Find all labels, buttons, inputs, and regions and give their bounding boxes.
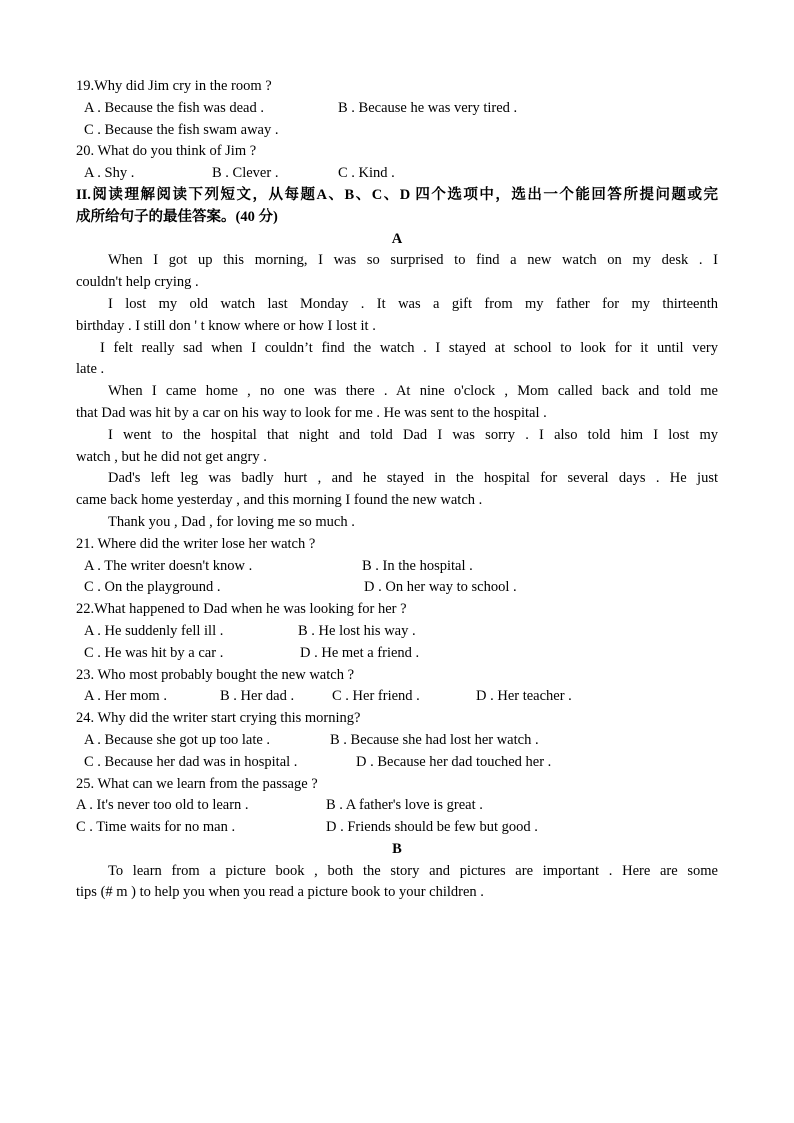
option-b: B . He lost his way . — [298, 622, 416, 639]
passage-line: that Dad was hit by a car on his way to look for me . He was sent to the hospital . — [76, 404, 547, 421]
option-a: A . It's never too old to learn . — [76, 797, 249, 814]
option-a: A . He suddenly fell ill . — [84, 622, 224, 639]
question-24 — [76, 708, 718, 730]
option-b: B . Because she had lost her watch . — [330, 731, 539, 748]
options-row — [76, 643, 718, 665]
section-heading: II.阅读理解阅读下列短文，从每题A、B、C、D 四个选项中，选出一个能回答所提问题或完 — [76, 186, 718, 203]
question-22 — [76, 599, 718, 621]
question-20 — [76, 141, 718, 163]
passage-line: I felt really sad when I couldn’t find the watch . I stayed at school to look for it until very — [100, 339, 718, 356]
option-b: B . Her dad . — [220, 688, 295, 705]
option-a: A . Shy . — [84, 165, 135, 182]
option-a: A . Because she got up too late . — [84, 731, 271, 748]
option-d: D . Because her dad touched her . — [356, 753, 552, 770]
options-row — [76, 686, 718, 708]
question-19 — [76, 76, 718, 98]
passage-line: tips (# m ) to help you when you read a picture book to your children . — [76, 884, 484, 901]
options-row — [76, 621, 718, 643]
question-text: 22.What happened to Dad when he was looking for her ? — [76, 601, 407, 618]
passage-line: birthday . I still don ' t know where or how I lost it . — [76, 317, 376, 334]
question-23 — [76, 665, 718, 687]
options-row — [76, 577, 718, 599]
option-a: A . Because the fish was dead . — [84, 99, 264, 116]
question-text: 25. What can we learn from the passage ? — [76, 775, 318, 792]
option-c: C . Her friend . — [332, 688, 420, 705]
passage-line: When I came home , no one was there . At nine o'clock , Mom called back and told me — [108, 383, 718, 400]
option-b: B . Because he was very tired . — [338, 99, 518, 116]
options-row — [76, 556, 718, 578]
passage-a-label: A — [391, 230, 403, 247]
passage-b-label: B — [392, 840, 402, 857]
passage-line: Thank you , Dad , for loving me so much . — [108, 513, 355, 530]
question-text: 24. Why did the writer start crying this morning? — [76, 710, 361, 727]
passage-line: couldn't help crying . — [76, 274, 199, 291]
option-c: C . He was hit by a car . — [84, 644, 224, 661]
passage-line: When I got up this morning, I was so surprised to find a new watch on my desk . I — [108, 252, 718, 269]
question-text: 20. What do you think of Jim ? — [76, 143, 257, 160]
options-row — [76, 98, 718, 120]
passage-line: came back home yesterday , and this morning I found the new watch . — [76, 492, 483, 509]
question-text: 19.Why did Jim cry in the room ? — [76, 78, 272, 94]
option-c: C . Time waits for no man . — [76, 819, 236, 836]
question-text: 23. Who most probably bought the new watch ? — [76, 666, 354, 683]
option-b: B . In the hospital . — [362, 557, 473, 574]
option-c: C . On the playground . — [84, 579, 221, 596]
passage-line: Dad's left leg was badly hurt , and he stayed in the hospital for several days . He just — [108, 470, 718, 487]
options-row — [76, 752, 718, 774]
options-row — [76, 120, 718, 142]
passage-line: watch , but he did not get angry . — [76, 448, 267, 465]
option-d: D . On her way to school . — [364, 579, 517, 596]
exam-page — [76, 76, 718, 904]
options-row — [76, 730, 718, 752]
question-21 — [76, 534, 718, 556]
question-text: 21. Where did the writer lose her watch ? — [76, 535, 316, 552]
option-d: D . Friends should be few but good . — [326, 819, 538, 836]
passage-line: I lost my old watch last Monday . It was a gift from my father for my thirteenth — [108, 295, 718, 312]
section-heading-cont: 成所给句子的最佳答案。(40 分) — [76, 208, 278, 225]
option-b: B . Clever . — [212, 165, 279, 182]
passage-line: late . — [76, 361, 105, 378]
options-row — [76, 795, 718, 817]
question-25 — [76, 774, 718, 796]
option-c: C . Because her dad was in hospital . — [84, 753, 298, 770]
passage-line: To learn from a picture book , both the story and pictures are important . Here are some — [108, 862, 718, 879]
option-c: C . Kind . — [338, 165, 395, 182]
passage-line: I went to the hospital that night and told Dad I was sorry . I also told him I lost my — [108, 426, 718, 443]
option-c: C . Because the fish swam away . — [84, 121, 279, 138]
option-a: A . Her mom . — [84, 688, 167, 705]
options-row — [76, 817, 718, 839]
option-d: D . He met a friend . — [300, 644, 420, 661]
option-b: B . A father's love is great . — [326, 797, 483, 814]
option-d: D . Her teacher . — [476, 688, 572, 705]
option-a: A . The writer doesn't know . — [84, 557, 253, 574]
options-row — [76, 163, 718, 185]
